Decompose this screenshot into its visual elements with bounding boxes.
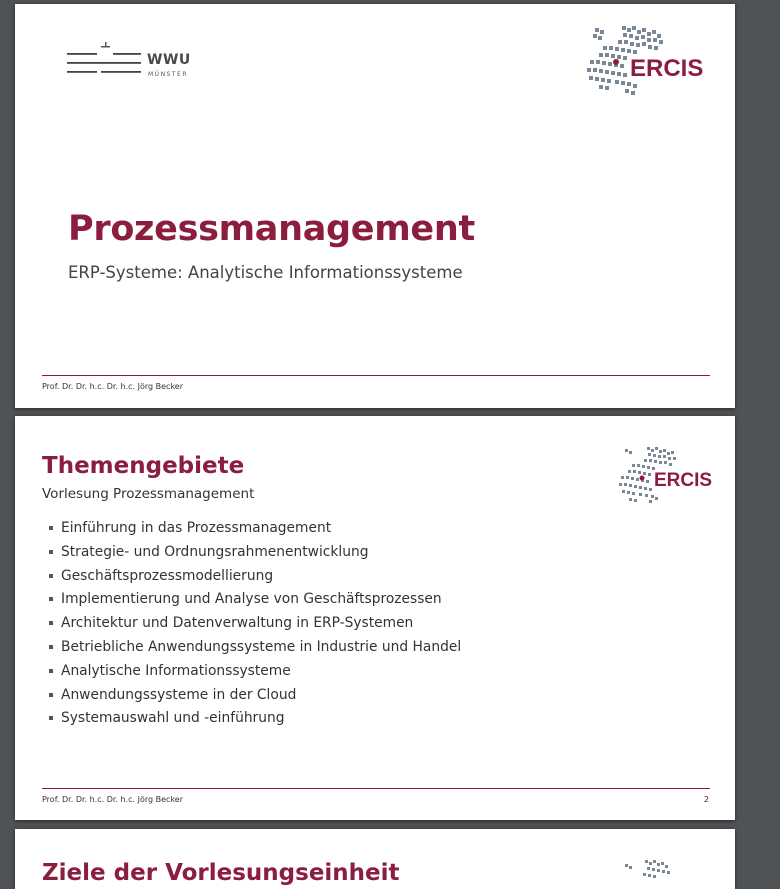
- wwu-logo: [67, 40, 191, 80]
- list-item: Implementierung und Analyse von Geschäftsprozessen: [48, 589, 461, 613]
- page-number: 2: [703, 795, 709, 804]
- footer-author: Prof. Dr. Dr. h.c. Dr. h.c. Jörg Becker: [42, 795, 183, 804]
- slide-title: Ziele der Vorlesungseinheit: [42, 860, 400, 886]
- footer-divider: [42, 375, 710, 376]
- ercis-logo: [617, 446, 717, 504]
- footer-author: Prof. Dr. Dr. h.c. Dr. h.c. Jörg Becker: [42, 382, 183, 391]
- list-item: Anwendungssysteme in der Cloud: [48, 685, 461, 709]
- topics-list: [48, 518, 461, 732]
- europe-map-icon: [617, 858, 697, 888]
- slide-page-1: [15, 4, 735, 408]
- slide-page-2: [15, 416, 735, 820]
- list-item: Einführung in das Prozessmanagement: [48, 518, 461, 542]
- list-item: Betriebliche Anwendungssysteme in Industrie und Handel: [48, 637, 461, 661]
- slide-subtitle: Vorlesung Prozessmanagement: [42, 486, 255, 502]
- ercis-logo: [617, 858, 697, 888]
- list-item: Strategie- und Ordnungsrahmenentwicklung: [48, 542, 461, 566]
- ercis-logo: [585, 24, 710, 99]
- wwu-logo-subtext: MÜNSTER: [148, 71, 188, 78]
- wwu-lines-icon: [67, 40, 145, 80]
- list-item: Systemauswahl und -einführung: [48, 708, 461, 732]
- presentation-subtitle: ERP-Systeme: Analytische Informationssysteme: [68, 263, 463, 282]
- ercis-logo-text: ERCIS: [630, 55, 704, 82]
- presentation-title: Prozessmanagement: [68, 209, 475, 249]
- footer-divider: [42, 788, 710, 789]
- slide-page-3: [15, 829, 735, 889]
- list-item: Analytische Informationssysteme: [48, 661, 461, 685]
- list-item: Geschäftsprozessmodellierung: [48, 566, 461, 590]
- list-item: Architektur und Datenverwaltung in ERP-Systemen: [48, 613, 461, 637]
- wwu-logo-text: WWU: [147, 52, 191, 68]
- ercis-logo-text: ERCIS: [654, 470, 713, 491]
- slide-title: Themengebiete: [42, 453, 245, 479]
